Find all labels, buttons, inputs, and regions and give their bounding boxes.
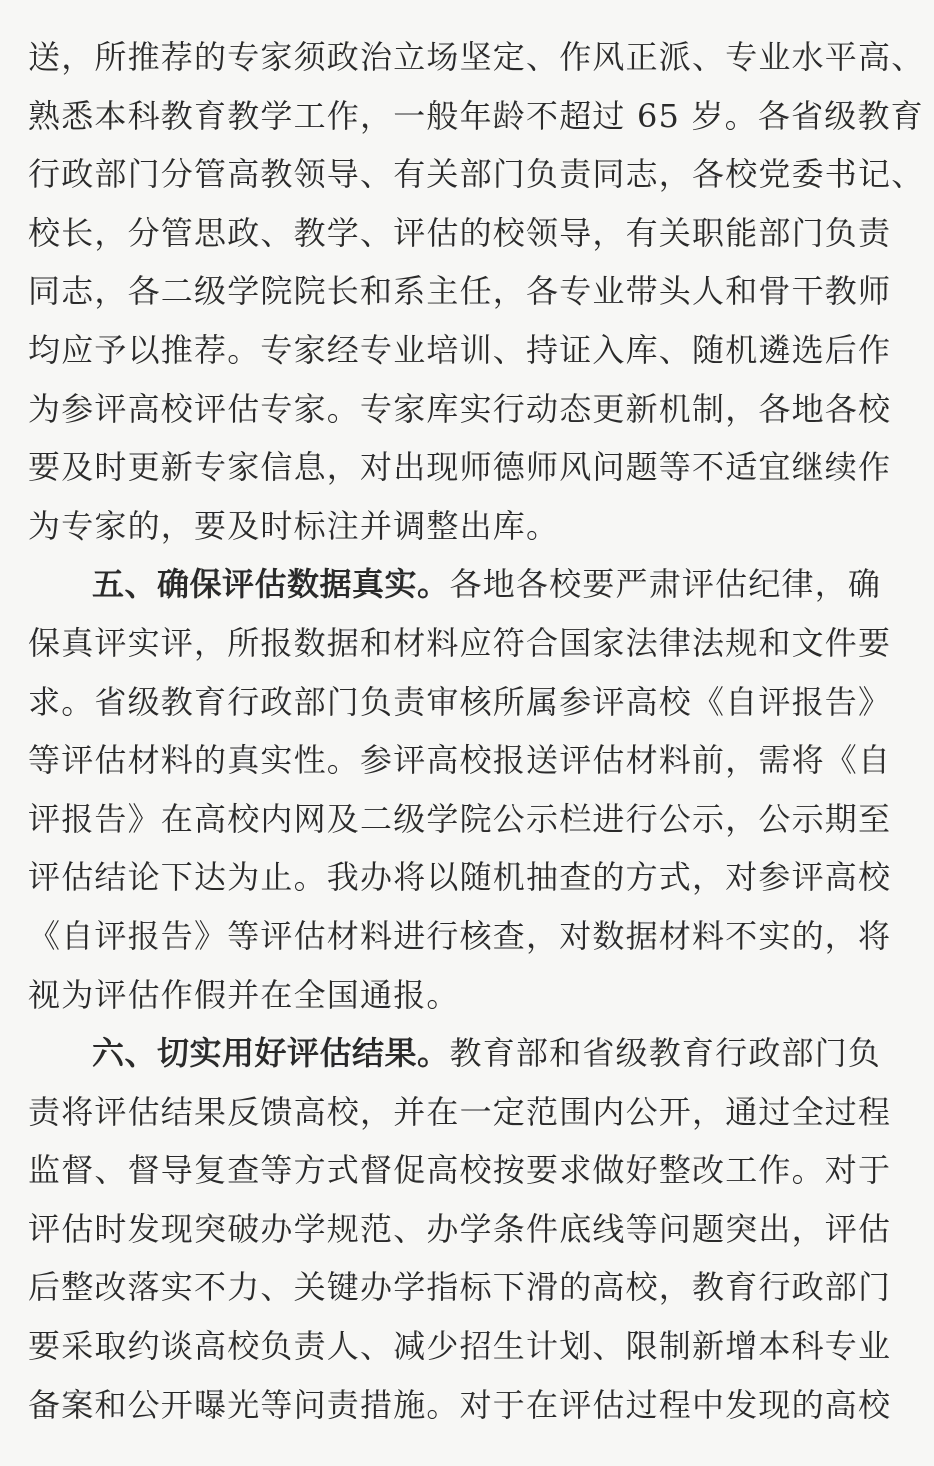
section-six-first-text: 教育部和省级教育行政部门负 <box>449 1034 882 1073</box>
paragraph-line: 《自评报告》等评估材料进行核查，对数据材料不实的，将 <box>28 916 892 955</box>
paragraph-line: 责将评估结果反馈高校，并在一定范围内公开，通过全过程 <box>28 1092 892 1131</box>
section-five-heading: 五、确保评估数据真实。 <box>92 565 450 604</box>
paragraph-line: 评估结论下达为止。我办将以随机抽查的方式，对参评高校 <box>28 858 892 897</box>
paragraph-line: 行政部门分管高教领导、有关部门负责同志，各校党委书记、 <box>28 155 925 194</box>
document-body <box>28 28 925 1434</box>
paragraph-line: 校长，分管思政、教学、评估的校领导，有关职能部门负责 <box>28 213 892 252</box>
section-six-first-line <box>28 1024 908 1083</box>
paragraph-line: 送，所推荐的专家须政治立场坚定、作风正派、专业水平高、 <box>28 38 925 76</box>
paragraph-line: 为参评高校评估专家。专家库实行动态更新机制，各地各校 <box>28 389 892 428</box>
paragraph-line: 求。省级教育行政部门负责审核所属参评高校《自评报告》 <box>28 682 892 721</box>
section-six-heading: 六、切实用好评估结果。 <box>92 1034 450 1073</box>
paragraph-line: 评估时发现突破办学规范、办学条件底线等问题突出，评估 <box>28 1209 892 1248</box>
paragraph-line: 为专家的，要及时标注并调整出库。 <box>28 506 560 545</box>
paragraph-line: 评报告》在高校内网及二级学院公示栏进行公示，公示期至 <box>28 799 892 838</box>
paragraph-line: 同志，各二级学院院长和系主任，各专业带头人和骨干教师 <box>28 272 892 311</box>
paragraph-line: 均应予以推荐。专家经专业培训、持证入库、随机遴选后作 <box>28 330 892 369</box>
paragraph-line: 熟悉本科教育教学工作，一般年龄不超过 65 岁。各省级教育 <box>28 96 924 135</box>
paragraph-line: 监督、督导复查等方式督促高校按要求做好整改工作。对于 <box>28 1151 892 1190</box>
section-five-first-text: 各地各校要严肃评估纪律，确 <box>449 565 882 604</box>
paragraph-line: 视为评估作假并在全国通报。 <box>28 975 460 1014</box>
section-five-first-line <box>28 555 908 614</box>
paragraph-line: 备案和公开曝光等问责措施。对于在评估过程中发现的高校 <box>28 1385 892 1424</box>
paragraph-line: 要及时更新专家信息，对出现师德师风问题等不适宜继续作 <box>28 448 892 487</box>
paragraph-line: 保真评实评，所报数据和材料应符合国家法律法规和文件要 <box>28 623 892 662</box>
paragraph-line: 要采取约谈高校负责人、减少招生计划、限制新增本科专业 <box>28 1327 892 1366</box>
paragraph-line: 等评估材料的真实性。参评高校报送评估材料前，需将《自 <box>28 741 892 780</box>
paragraph-line: 后整改落实不力、关键办学指标下滑的高校，教育行政部门 <box>28 1268 892 1307</box>
